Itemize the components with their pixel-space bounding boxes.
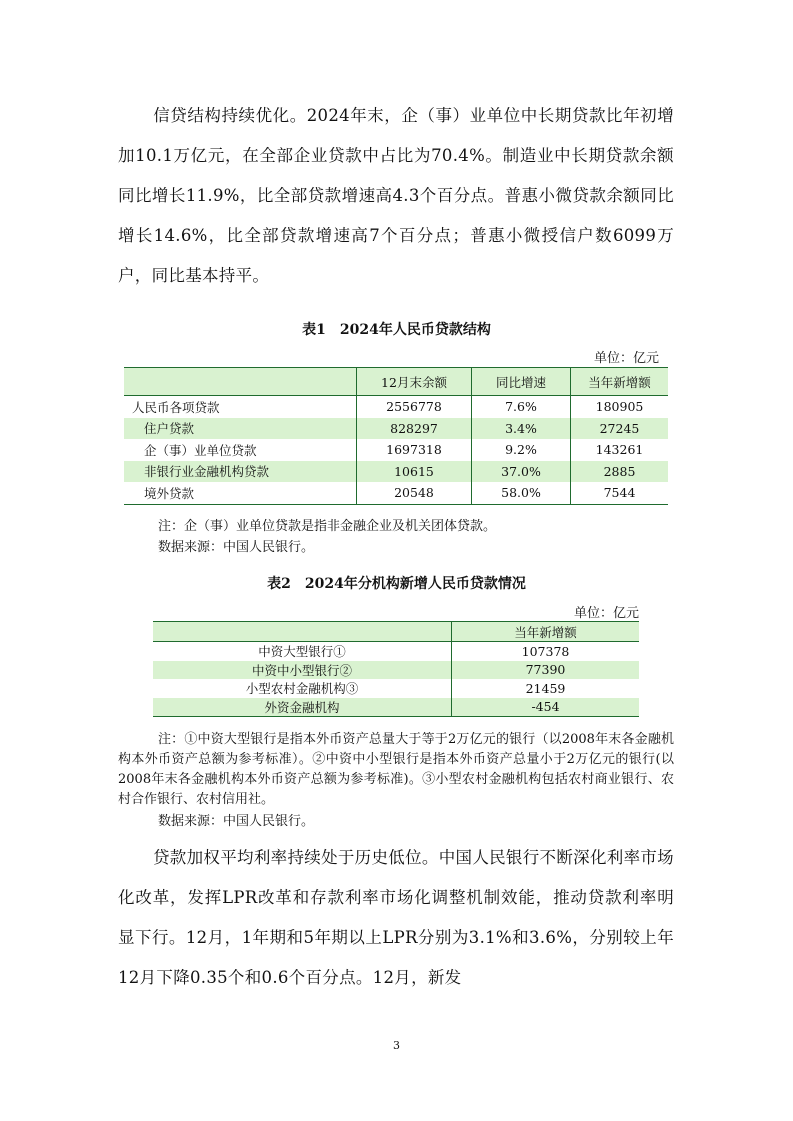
- cell-balance: 1697318: [357, 439, 472, 461]
- cell-growth: 9.2%: [472, 439, 571, 461]
- row-label: 小型农村金融机构③: [245, 681, 359, 697]
- cell-increase: 27245: [571, 418, 669, 440]
- table-row: [124, 418, 668, 440]
- column-header: 当年新增额: [452, 622, 640, 642]
- cell-growth: 58.0%: [472, 482, 571, 504]
- cell-balance: 2556778: [357, 396, 472, 418]
- column-header: [124, 368, 357, 396]
- table1-note: 注：企（事）业单位贷款是指非金融企业及机关团体贷款。: [158, 519, 497, 534]
- row-label: 外资金融机构: [153, 698, 452, 717]
- table-row: [153, 661, 639, 680]
- cell-increase: 2885: [571, 461, 669, 483]
- table-row: [153, 679, 639, 698]
- column-header: [153, 622, 452, 642]
- cell-increase: 7544: [571, 482, 669, 504]
- institution-loan-table: [153, 621, 639, 717]
- cell-growth: 37.0%: [472, 461, 571, 483]
- body-paragraph-credit-structure: 信贷结构持续优化。2024年末，企（事）业单位中长期贷款比年初增加10.1万亿元，在全部企业贷款中占比为70.4%。制造业中长期贷款余额同比增长11.9%，比全部贷款增速高4.3个百分点。普惠小微贷款余额同比增长14.6%，比全部贷款增速高7个百分点；普惠小微授信户数6099万户，同比基本持平。: [118, 106, 674, 285]
- table2-note: 注：①中资大型银行是指本外币资产总量大于等于2万亿元的银行（以2008年末各金融机构本外币资产总额为参考标准）。②中资中小型银行是指本外币资产总量小于2万亿元的银行(以2008年末各金融机构本外币资产总额为参考标准)。③小型农村金融机构包括农村商业银行、农村合作银行、农村信用社。: [118, 732, 674, 807]
- page-number: 3: [393, 1039, 400, 1052]
- row-label: 人民币各项贷款: [132, 399, 220, 415]
- cell-increase: 180905: [571, 396, 669, 418]
- row-label: 境外贷款: [144, 485, 195, 501]
- row-label: 中资大型银行①: [258, 644, 346, 660]
- body-paragraph-interest-rate: 贷款加权平均利率持续处于历史低位。中国人民银行不断深化利率市场化改革，发挥LPR改革和存款利率市场化调整机制效能，推动贷款利率明显下行。12月，1年期和5年期以上LPR分别为3.1%和3.6%，分别较上年12月下降0.35个和0.6个百分点。12月，新发: [118, 848, 674, 987]
- column-header: 同比增速: [472, 368, 571, 396]
- cell-increase: 143261: [571, 439, 669, 461]
- cell-increase: 21459: [452, 679, 640, 698]
- cell-increase: -454: [452, 698, 640, 717]
- table2-source: 数据来源：中国人民银行。: [158, 814, 315, 829]
- row-label: 企（事）业单位贷款: [144, 442, 257, 458]
- table2-unit: 单位：亿元: [574, 606, 640, 621]
- table-row: [124, 461, 668, 483]
- cell-balance: 828297: [357, 418, 472, 440]
- table-row: [124, 396, 668, 418]
- table-header-row: [124, 368, 668, 396]
- row-label: 中资中小型银行②: [153, 661, 452, 680]
- cell-growth: 3.4%: [472, 418, 571, 440]
- table-header-row: [153, 622, 639, 642]
- cell-growth: 7.6%: [472, 396, 571, 418]
- cell-balance: 20548: [357, 482, 472, 504]
- column-header: 12月末余额: [357, 368, 472, 396]
- table1-unit: 单位：亿元: [594, 351, 660, 366]
- cell-balance: 10615: [357, 461, 472, 483]
- table-row: [153, 698, 639, 717]
- cell-increase: 107378: [452, 642, 640, 661]
- table-row: [124, 439, 668, 461]
- cell-increase: 77390: [452, 661, 640, 680]
- table-row: [153, 642, 639, 661]
- row-label: 住户贷款: [124, 418, 357, 440]
- table1-caption: 表1 2024年人民币贷款结构: [302, 322, 491, 338]
- row-label: 非银行业金融机构贷款: [124, 461, 357, 483]
- table1-source: 数据来源：中国人民银行。: [158, 540, 315, 555]
- column-header: 当年新增额: [571, 368, 669, 396]
- loan-structure-table: [124, 367, 668, 505]
- table2-caption: 表2 2024年分机构新增人民币贷款情况: [267, 576, 526, 592]
- table-row: [124, 482, 668, 504]
